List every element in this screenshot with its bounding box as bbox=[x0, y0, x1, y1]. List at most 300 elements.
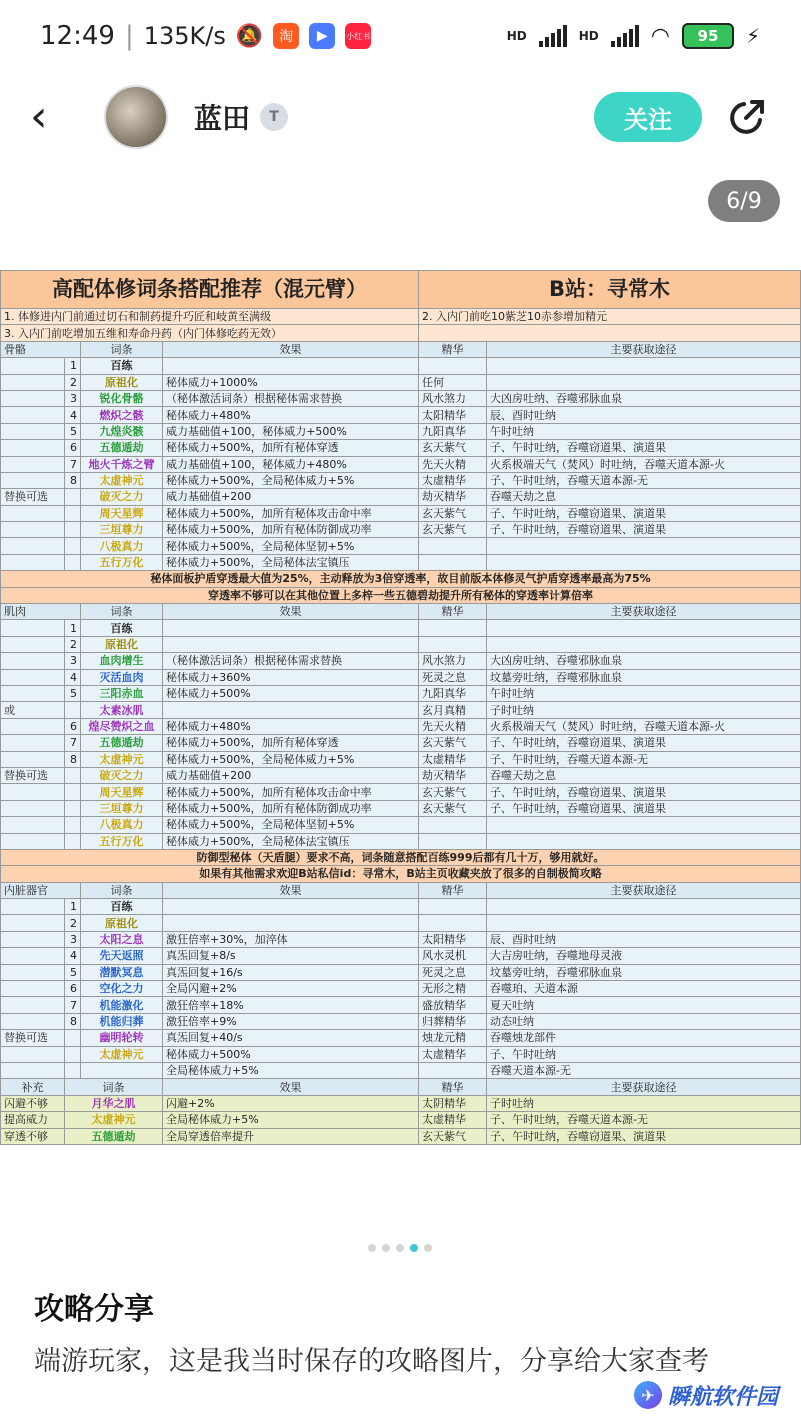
entry-source: 辰、酉时吐纳 bbox=[487, 931, 801, 947]
table-row bbox=[1, 1013, 801, 1029]
banner-text: 秘体面板护盾穿透最大值为25%，主动释放为3倍穿透率，故目前版本体修灵气护盾穿透率最高为75% bbox=[1, 571, 801, 587]
taobao-icon: 淘 bbox=[273, 23, 299, 49]
entry-effect bbox=[163, 636, 419, 652]
section-category: 肌肉 bbox=[1, 604, 81, 620]
entry-source: 子、午时吐纳，吞噬天道本源-无 bbox=[487, 1112, 801, 1128]
table-row bbox=[1, 997, 801, 1013]
entry-name: 三垣尊力 bbox=[81, 800, 163, 816]
entry-effect: 秘体威力+500%，全局秘体威力+5% bbox=[163, 751, 419, 767]
guide-image bbox=[0, 270, 800, 1143]
banner-text: 穿透率不够可以在其他位置上多梓一些五德碧劫提升所有秘体的穿透率计算倍率 bbox=[1, 587, 801, 603]
header-cell: 词条 bbox=[81, 341, 163, 357]
banner-row bbox=[1, 849, 801, 865]
table-row bbox=[1, 472, 801, 488]
table-row bbox=[1, 685, 801, 701]
watermark-text: 瞬航软件园 bbox=[668, 1384, 779, 1410]
entry-essence: 九阳真华 bbox=[419, 423, 487, 439]
table-row bbox=[1, 1046, 801, 1062]
row-category bbox=[1, 948, 65, 964]
entry-effect: 全局穿透倍率提升 bbox=[163, 1128, 419, 1144]
row-category bbox=[1, 1046, 65, 1062]
row-number: 6 bbox=[65, 718, 81, 734]
note-text: 3. 入内门前吃增加五维和寿命丹药（内门体修吃药无效） bbox=[1, 325, 419, 341]
entry-effect: 威力基础值+100，秘体威力+480% bbox=[163, 456, 419, 472]
section-category: 骨骼 bbox=[1, 341, 81, 357]
header-cell: 补充 bbox=[1, 1079, 65, 1095]
header-cell: 精华 bbox=[419, 604, 487, 620]
entry-source bbox=[487, 817, 801, 833]
table-row bbox=[1, 407, 801, 423]
header-cell: 效果 bbox=[163, 341, 419, 357]
entry-effect: 全局秘体威力+5% bbox=[163, 1062, 419, 1078]
row-category bbox=[1, 472, 65, 488]
row-category: 闪避不够 bbox=[1, 1095, 65, 1111]
entry-name: 九煌炎骸 bbox=[81, 423, 163, 439]
carousel-dot[interactable] bbox=[396, 1244, 404, 1252]
header-cell: 主要获取途径 bbox=[487, 1079, 801, 1095]
table-row bbox=[1, 784, 801, 800]
entry-source: 午时吐纳 bbox=[487, 423, 801, 439]
entry-source bbox=[487, 554, 801, 570]
entry-name: 血肉增生 bbox=[81, 653, 163, 669]
entry-name: 五行万化 bbox=[81, 833, 163, 849]
section-category: 内脏器官 bbox=[1, 882, 81, 898]
section-header-row bbox=[1, 604, 801, 620]
banner-row bbox=[1, 587, 801, 603]
entry-effect: 闪避+2% bbox=[163, 1095, 419, 1111]
row-number: 1 bbox=[65, 358, 81, 374]
note-row bbox=[1, 325, 801, 341]
table-row bbox=[1, 1062, 801, 1078]
entry-source: 吞噬烛龙部件 bbox=[487, 1030, 801, 1046]
network-speed: 135K/s bbox=[143, 22, 226, 50]
entry-essence: 太虚精华 bbox=[419, 751, 487, 767]
entry-source: 动态吐纳 bbox=[487, 1013, 801, 1029]
post-header bbox=[0, 72, 800, 162]
row-number: 1 bbox=[65, 620, 81, 636]
section-header-row bbox=[1, 341, 801, 357]
entry-name: 原祖化 bbox=[81, 374, 163, 390]
entry-effect bbox=[163, 620, 419, 636]
row-category bbox=[1, 538, 65, 554]
entry-name: 三阳赤血 bbox=[81, 685, 163, 701]
table-row bbox=[1, 948, 801, 964]
video-app-icon: ▶ bbox=[309, 23, 335, 49]
battery-indicator: 95 bbox=[682, 23, 734, 49]
signal-icon-2 bbox=[611, 25, 639, 47]
row-number: 5 bbox=[65, 423, 81, 439]
row-category bbox=[1, 735, 65, 751]
table-title: 高配体修词条搭配推荐（混元臂） bbox=[1, 271, 419, 309]
entry-source: 吞噬天道本源-无 bbox=[487, 1062, 801, 1078]
entry-name: 百练 bbox=[81, 620, 163, 636]
header-cell: 精华 bbox=[419, 1079, 487, 1095]
entry-essence: 玄天紫气 bbox=[419, 800, 487, 816]
table-row bbox=[1, 636, 801, 652]
table-row bbox=[1, 817, 801, 833]
entry-effect: 秘体威力+500%，加所有秘体攻击命中率 bbox=[163, 784, 419, 800]
row-category bbox=[1, 800, 65, 816]
entry-effect: 秘体威力+500%，全局秘体坚韧+5% bbox=[163, 538, 419, 554]
banner-row bbox=[1, 571, 801, 587]
row-category bbox=[1, 964, 65, 980]
entry-effect: 激狂倍率+9% bbox=[163, 1013, 419, 1029]
mute-bell-icon: 🔕 bbox=[235, 23, 264, 49]
follow-button[interactable]: 关注 bbox=[594, 92, 702, 142]
entry-source: 吞噬天劫之息 bbox=[487, 767, 801, 783]
table-row bbox=[1, 767, 801, 783]
entry-essence: 烛龙元精 bbox=[419, 1030, 487, 1046]
table-row bbox=[1, 358, 801, 374]
entry-essence: 归葬精华 bbox=[419, 1013, 487, 1029]
row-number bbox=[65, 1046, 81, 1062]
row-number: 6 bbox=[65, 440, 81, 456]
table-row bbox=[1, 964, 801, 980]
entry-source: 子时吐纳 bbox=[487, 1095, 801, 1111]
row-category: 穿透不够 bbox=[1, 1128, 65, 1144]
header-cell: 主要获取途径 bbox=[487, 341, 801, 357]
entry-effect: 秘体威力+500%，全局秘体法宝镇压 bbox=[163, 833, 419, 849]
entry-effect bbox=[163, 702, 419, 718]
post-body: 端游玩家，这是我当时保存的攻略图片，分享给大家查考 bbox=[34, 1346, 709, 1377]
header-cell: 效果 bbox=[163, 1079, 419, 1095]
entry-essence bbox=[419, 817, 487, 833]
entry-name: 太虚神元 bbox=[65, 1112, 163, 1128]
entry-effect: 秘体威力+500% bbox=[163, 1046, 419, 1062]
table-row bbox=[1, 1030, 801, 1046]
entry-essence: 玄天紫气 bbox=[419, 1128, 487, 1144]
entry-effect: 秘体威力+1000% bbox=[163, 374, 419, 390]
entry-source: 吞噬天劫之息 bbox=[487, 489, 801, 505]
entry-essence: 玄天紫气 bbox=[419, 505, 487, 521]
table-row bbox=[1, 505, 801, 521]
header-cell: 主要获取途径 bbox=[487, 604, 801, 620]
user-level-badge: T bbox=[260, 103, 288, 131]
entry-effect: 秘体威力+500%，加所有秘体防御成功率 bbox=[163, 522, 419, 538]
entry-essence: 太虚精华 bbox=[419, 1046, 487, 1062]
entry-effect: 秘体威力+500%，加所有秘体防御成功率 bbox=[163, 800, 419, 816]
row-number: 3 bbox=[65, 390, 81, 406]
entry-essence: 风水煞力 bbox=[419, 390, 487, 406]
row-category bbox=[1, 915, 65, 931]
entry-name: 破灭之力 bbox=[81, 767, 163, 783]
row-number: 5 bbox=[65, 685, 81, 701]
entry-name: 周天星辉 bbox=[81, 505, 163, 521]
entry-essence: 劫灭精华 bbox=[419, 767, 487, 783]
entry-essence: 先天火精 bbox=[419, 456, 487, 472]
row-category bbox=[1, 899, 65, 915]
entry-name: 太虚神元 bbox=[81, 751, 163, 767]
table-row bbox=[1, 981, 801, 997]
entry-effect: 秘体威力+360% bbox=[163, 669, 419, 685]
row-category bbox=[1, 931, 65, 947]
row-category bbox=[1, 784, 65, 800]
entry-effect: 秘体威力+480% bbox=[163, 718, 419, 734]
guide-table bbox=[0, 270, 801, 1145]
row-category bbox=[1, 653, 65, 669]
entry-name: 原祖化 bbox=[81, 915, 163, 931]
table-row bbox=[1, 489, 801, 505]
row-number bbox=[65, 800, 81, 816]
charging-icon: ⚡ bbox=[745, 24, 760, 48]
entry-essence: 无形之精 bbox=[419, 981, 487, 997]
entry-essence: 死灵之息 bbox=[419, 669, 487, 685]
row-category bbox=[1, 505, 65, 521]
row-category bbox=[1, 981, 65, 997]
row-category bbox=[1, 1013, 65, 1029]
entry-name: 太阳之息 bbox=[81, 931, 163, 947]
entry-essence: 玄月真精 bbox=[419, 702, 487, 718]
entry-effect: 秘体威力+480% bbox=[163, 407, 419, 423]
entry-essence bbox=[419, 538, 487, 554]
entry-source: 子、午时吐纳，吞噬窃道果、演道果 bbox=[487, 440, 801, 456]
entry-name: 先天返照 bbox=[81, 948, 163, 964]
entry-source: 子、午时吐纳，吞噬窃道果、演道果 bbox=[487, 1128, 801, 1144]
entry-name: 灭活血肉 bbox=[81, 669, 163, 685]
row-number: 2 bbox=[65, 915, 81, 931]
header-cell: 效果 bbox=[163, 882, 419, 898]
banner-text: 防御型秘体（天盾腿）要求不高，词条随意搭配百练999后都有几十万，够用就好。 bbox=[1, 849, 801, 865]
table-row bbox=[1, 718, 801, 734]
entry-effect bbox=[163, 915, 419, 931]
header-cell: 精华 bbox=[419, 882, 487, 898]
entry-essence: 太阴精华 bbox=[419, 1095, 487, 1111]
row-category bbox=[1, 554, 65, 570]
row-number: 1 bbox=[65, 899, 81, 915]
header-cell: 词条 bbox=[65, 1079, 163, 1095]
header-cell: 精华 bbox=[419, 341, 487, 357]
entry-source: 夏天吐纳 bbox=[487, 997, 801, 1013]
hd-label: HD bbox=[506, 29, 527, 43]
note-row bbox=[1, 309, 801, 325]
xiaohongshu-icon: 小红书 bbox=[345, 23, 371, 49]
row-number: 3 bbox=[65, 931, 81, 947]
table-row bbox=[1, 620, 801, 636]
table-row bbox=[1, 374, 801, 390]
row-category bbox=[1, 440, 65, 456]
row-number bbox=[65, 489, 81, 505]
row-number: 3 bbox=[65, 653, 81, 669]
supplement-row bbox=[1, 1095, 801, 1111]
entry-name: 机能归葬 bbox=[81, 1013, 163, 1029]
row-number bbox=[65, 784, 81, 800]
entry-name: 煌尽赞炽之血 bbox=[81, 718, 163, 734]
entry-essence: 太虚精华 bbox=[419, 1112, 487, 1128]
row-number bbox=[65, 538, 81, 554]
entry-source: 火系极端天气（焚风）时吐纳，吞噬天道本源-火 bbox=[487, 456, 801, 472]
entry-source bbox=[487, 899, 801, 915]
entry-source: 子时吐纳 bbox=[487, 702, 801, 718]
table-row bbox=[1, 702, 801, 718]
table-row bbox=[1, 440, 801, 456]
entry-essence: 先天火精 bbox=[419, 718, 487, 734]
entry-effect: 秘体威力+500%，加所有秘体穿透 bbox=[163, 440, 419, 456]
entry-essence: 劫灭精华 bbox=[419, 489, 487, 505]
carousel-dot[interactable] bbox=[382, 1244, 390, 1252]
entry-essence: 死灵之息 bbox=[419, 964, 487, 980]
entry-name: 太虚神元 bbox=[81, 472, 163, 488]
row-number: 7 bbox=[65, 997, 81, 1013]
status-time: 12:49 bbox=[40, 21, 115, 51]
entry-effect: 真炁回复+8/s bbox=[163, 948, 419, 964]
row-number: 7 bbox=[65, 735, 81, 751]
entry-effect: 全局秘体威力+5% bbox=[163, 1112, 419, 1128]
entry-name: 八极真力 bbox=[81, 538, 163, 554]
row-category bbox=[1, 685, 65, 701]
entry-effect: 威力基础值+200 bbox=[163, 489, 419, 505]
entry-name: 五德遁劫 bbox=[81, 735, 163, 751]
row-number: 8 bbox=[65, 751, 81, 767]
entry-name bbox=[81, 1062, 163, 1078]
entry-source: 大吉房吐纳，吞噬地母灵液 bbox=[487, 948, 801, 964]
row-category bbox=[1, 997, 65, 1013]
entry-essence: 风水煞力 bbox=[419, 653, 487, 669]
table-row bbox=[1, 899, 801, 915]
entry-name: 空化之力 bbox=[81, 981, 163, 997]
section-header-row bbox=[1, 882, 801, 898]
entry-source bbox=[487, 374, 801, 390]
entry-effect: 秘体威力+500%，全局秘体法宝镇压 bbox=[163, 554, 419, 570]
row-number bbox=[65, 817, 81, 833]
entry-essence bbox=[419, 554, 487, 570]
signal-icon bbox=[539, 25, 567, 47]
row-category bbox=[1, 1062, 65, 1078]
row-number bbox=[65, 1030, 81, 1046]
entry-name: 破灭之力 bbox=[81, 489, 163, 505]
row-number: 4 bbox=[65, 948, 81, 964]
row-category bbox=[1, 407, 65, 423]
row-category: 替换可选 bbox=[1, 489, 65, 505]
row-category bbox=[1, 423, 65, 439]
entry-effect: 激狂倍率+30%，加淬体 bbox=[163, 931, 419, 947]
carousel-dot[interactable] bbox=[424, 1244, 432, 1252]
row-number: 6 bbox=[65, 981, 81, 997]
entry-essence bbox=[419, 636, 487, 652]
table-row bbox=[1, 390, 801, 406]
entry-effect: 威力基础值+100，秘体威力+500% bbox=[163, 423, 419, 439]
entry-effect: 威力基础值+200 bbox=[163, 767, 419, 783]
row-category bbox=[1, 390, 65, 406]
watermark bbox=[634, 1372, 784, 1418]
row-category bbox=[1, 718, 65, 734]
entry-effect bbox=[163, 899, 419, 915]
row-category: 替换可选 bbox=[1, 1030, 65, 1046]
entry-effect: （秘体激活词条）根据秘体需求替换 bbox=[163, 653, 419, 669]
image-counter: 6/9 bbox=[708, 180, 780, 222]
entry-source: 坟墓旁吐纳，吞噬邪脉血泉 bbox=[487, 964, 801, 980]
header-cell: 主要获取途径 bbox=[487, 882, 801, 898]
post-title: 攻略分享 bbox=[34, 1292, 154, 1327]
row-category: 替换可选 bbox=[1, 767, 65, 783]
row-number bbox=[65, 505, 81, 521]
banner-row bbox=[1, 866, 801, 882]
entry-name: 五德遁劫 bbox=[81, 440, 163, 456]
row-number: 4 bbox=[65, 669, 81, 685]
entry-source: 辰、酉时吐纳 bbox=[487, 407, 801, 423]
entry-essence bbox=[419, 899, 487, 915]
entry-effect: 真炁回复+40/s bbox=[163, 1030, 419, 1046]
entry-name: 原祖化 bbox=[81, 636, 163, 652]
table-row bbox=[1, 653, 801, 669]
table-row bbox=[1, 522, 801, 538]
entry-source: 子、午时吐纳，吞噬窃道果、演道果 bbox=[487, 505, 801, 521]
entry-name: 百练 bbox=[81, 899, 163, 915]
entry-essence bbox=[419, 1062, 487, 1078]
supplement-row bbox=[1, 1112, 801, 1128]
hd-label-2: HD bbox=[578, 29, 599, 43]
entry-essence bbox=[419, 833, 487, 849]
table-row bbox=[1, 669, 801, 685]
entry-name: 月华之肌 bbox=[65, 1095, 163, 1111]
entry-source: 子、午时吐纳，吞噬窃道果、演道果 bbox=[487, 735, 801, 751]
banner-text: 如果有其他需求欢迎B站私信id：寻常木，B站主页收藏夹放了很多的自制极简攻略 bbox=[1, 866, 801, 882]
header-cell: 词条 bbox=[81, 882, 163, 898]
back-arrow-icon[interactable]: ‹ bbox=[30, 91, 48, 142]
entry-essence: 任何 bbox=[419, 374, 487, 390]
entry-name: 八极真力 bbox=[81, 817, 163, 833]
entry-essence: 风水灵机 bbox=[419, 948, 487, 964]
entry-name: 潜默冥息 bbox=[81, 964, 163, 980]
row-category bbox=[1, 636, 65, 652]
carousel-dot[interactable] bbox=[368, 1244, 376, 1252]
row-category bbox=[1, 456, 65, 472]
entry-source bbox=[487, 915, 801, 931]
entry-effect: 秘体威力+500%，加所有秘体攻击命中率 bbox=[163, 505, 419, 521]
supplement-row bbox=[1, 1128, 801, 1144]
header-cell: 效果 bbox=[163, 604, 419, 620]
row-number: 2 bbox=[65, 636, 81, 652]
table-row bbox=[1, 751, 801, 767]
table-author: B站：寻常木 bbox=[419, 271, 801, 309]
entry-effect: 秘体威力+500%，加所有秘体穿透 bbox=[163, 735, 419, 751]
username[interactable]: 蓝田 bbox=[194, 102, 251, 135]
note-text bbox=[419, 325, 801, 341]
entry-source: 吞噬珀、天道本源 bbox=[487, 981, 801, 997]
row-number: 5 bbox=[65, 964, 81, 980]
row-category: 或 bbox=[1, 702, 65, 718]
share-icon[interactable] bbox=[724, 94, 770, 140]
table-row bbox=[1, 735, 801, 751]
carousel-dot-active[interactable] bbox=[410, 1244, 418, 1252]
row-category bbox=[1, 751, 65, 767]
table-row bbox=[1, 456, 801, 472]
carousel-dots bbox=[368, 1244, 432, 1252]
entry-essence: 太虚精华 bbox=[419, 472, 487, 488]
note-text: 1. 体修进内门前通过切石和制药提升巧匠和岐黄至满级 bbox=[1, 309, 419, 325]
entry-effect: 激狂倍率+18% bbox=[163, 997, 419, 1013]
table-row bbox=[1, 554, 801, 570]
avatar[interactable] bbox=[104, 85, 168, 149]
row-number bbox=[65, 767, 81, 783]
table-row bbox=[1, 915, 801, 931]
entry-effect: 真炁回复+16/s bbox=[163, 964, 419, 980]
row-number: 2 bbox=[65, 374, 81, 390]
entry-essence: 九阳真华 bbox=[419, 685, 487, 701]
entry-source: 子、午时吐纳，吞噬窃道果、演道果 bbox=[487, 522, 801, 538]
entry-name: 五德遁劫 bbox=[65, 1128, 163, 1144]
row-category bbox=[1, 522, 65, 538]
entry-source: 坟墓旁吐纳，吞噬邪脉血泉 bbox=[487, 669, 801, 685]
entry-name: 太虚神元 bbox=[81, 1046, 163, 1062]
status-bar: 12:49 | 135K/s 🔕 淘 ▶ 小红书 HD HD ◠ 95 ⚡ bbox=[40, 21, 760, 51]
row-category: 提高威力 bbox=[1, 1112, 65, 1128]
entry-effect: （秘体激活词条）根据秘体需求替换 bbox=[163, 390, 419, 406]
entry-source bbox=[487, 358, 801, 374]
entry-source bbox=[487, 620, 801, 636]
entry-source: 子、午时吐纳，吞噬窃道果、演道果 bbox=[487, 800, 801, 816]
entry-name: 周天星辉 bbox=[81, 784, 163, 800]
entry-essence: 玄天紫气 bbox=[419, 784, 487, 800]
